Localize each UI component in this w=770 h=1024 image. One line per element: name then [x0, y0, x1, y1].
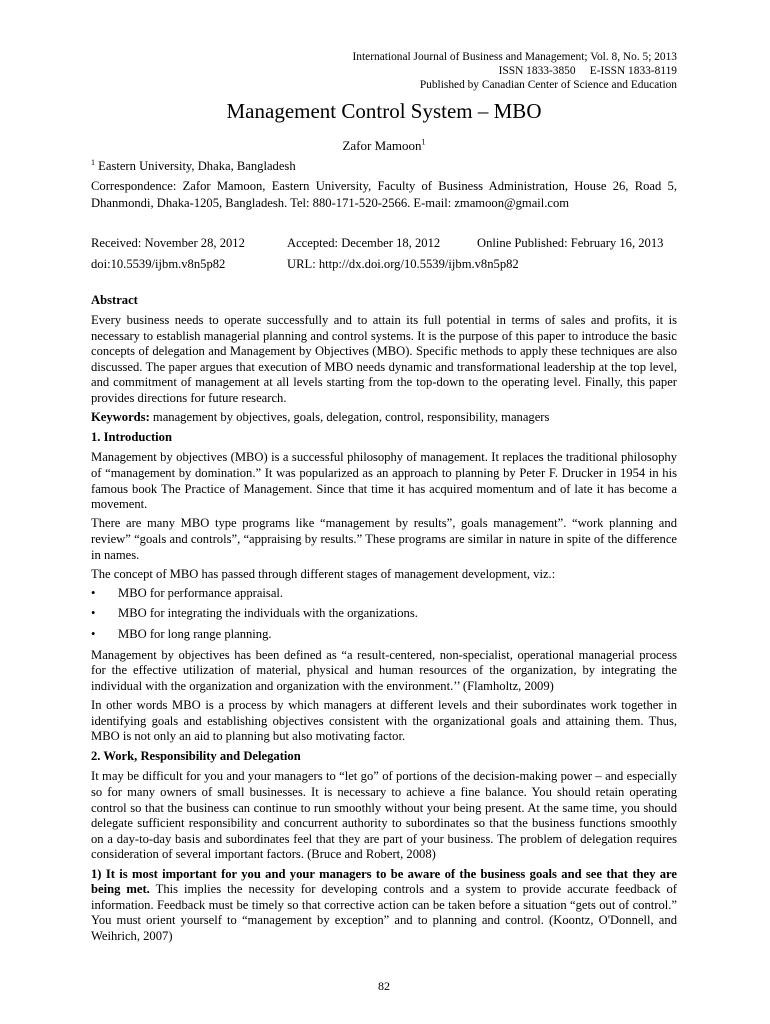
- bullet-icon: •: [91, 585, 96, 600]
- mbo-stages-list: [91, 586, 677, 643]
- intro-paragraph-3: The concept of MBO has passed through different stages of management development, viz.:: [91, 566, 556, 581]
- list-item-text: MBO for performance appraisal.: [118, 585, 284, 600]
- section2-paragraph-1: It may be difficult for you and your managers to “let go” of portions of the decision-making power – and especially so for many owners of small businesses. It is necessary to achieve a fine balance. You should retain operating control so that the business can continue to run smoothly without your being present. At the same time, you should delegate sufficient responsibility and concurrent authority to subordinates so that the business functions smoothly on a day-to-day basis and subordinates feel that they are part of your business. The problem of delegation requires consideration of several important factors. (Bruce and Robert, 2008): [91, 769, 677, 862]
- page-number: 82: [378, 979, 390, 993]
- received-date: Received: November 28, 2012: [91, 236, 245, 250]
- abstract-text: Every business needs to operate successfully and to attain its full potential in terms of sales and profits, it is necessary to establish managerial planning and control systems. It is the purpose of this paper to introduce the basic concepts of delegation and Management by Objectives (MBO). Specific methods to apply these techniques are also discussed. The paper argues that execution of MBO needs dynamic and transformational leadership at the top level, and commitment of management at all levels starting from the top-down to the operating level. Finally, this paper provides directions for future research.: [91, 313, 677, 405]
- doi: doi:10.5539/ijbm.v8n5p82: [91, 257, 226, 271]
- affiliation: [91, 158, 296, 174]
- journal-citation: International Journal of Business and Management; Vol. 8, No. 5; 2013: [352, 51, 677, 63]
- list-item-text: MBO for long range planning.: [118, 627, 272, 642]
- intro-paragraph-2: There are many MBO type programs like “management by results”, goals management”. “work planning and review” “goals and controls”, “appraising by results.” These programs are similar in nature in spite of the difference in names.: [91, 516, 677, 562]
- section2-heading: 2. Work, Responsibility and Delegation: [91, 749, 301, 764]
- author-line: [91, 138, 677, 154]
- list-item-text: MBO for integrating the individuals with the organizations.: [118, 606, 418, 621]
- intro-heading: 1. Introduction: [91, 430, 172, 445]
- list-item: [91, 586, 677, 602]
- journal-publisher: Published by Canadian Center of Science and Education: [419, 79, 677, 91]
- author-affiliation-mark: 1: [421, 137, 426, 147]
- paper-body: [91, 292, 677, 948]
- journal-issn: ISSN 1833-3850 E-ISSN 1833-8119: [498, 65, 677, 77]
- section2-point-1-text: This implies the necessity for developing controls and a system to provide accurate feedback of information. Feedback must be timely so that corrective action can be taken before a situation “gets out of control.” You must orient yourself to “management by exception” and to planning and control. (Koontz, O'Donnell, and Weihrich, 2007): [91, 882, 677, 943]
- bullet-icon: •: [91, 627, 96, 642]
- paper-title: Management Control System – MBO: [226, 99, 542, 123]
- intro-paragraph-5: In other words MBO is a process by which managers at different levels and their subordinates work together in identifying goals and establishing objectives consistent with the organizational goals and attaining them. Thus, MBO is not only an aid to planning but also motivating factor.: [91, 698, 677, 744]
- doi-url[interactable]: URL: http://dx.doi.org/10.5539/ijbm.v8n5p82: [287, 257, 519, 271]
- correspondence: Correspondence: Zafor Mamoon, Eastern University, Faculty of Business Administration, House 26, Road 5, Dhanmondi, Dhaka-1205, Bangladesh. Tel: 880-171-520-2566. E-mail: zmamoon@gmail.com: [91, 179, 677, 210]
- published-date: Online Published: February 16, 2013: [477, 236, 664, 250]
- keywords-label: Keywords:: [91, 410, 150, 425]
- accepted-date: Accepted: December 18, 2012: [287, 236, 441, 250]
- keywords-text: management by objectives, goals, delegation, control, responsibility, managers: [149, 410, 550, 425]
- bullet-icon: •: [91, 606, 96, 621]
- intro-paragraph-1: Management by objectives (MBO) is a successful philosophy of management. It replaces the traditional philosophy of “management by domination.” It was popularized as an approach to planning by Peter F. Drucker in 1954 in his famous book The Practice of Management. Since that time it has acquired momentum and of late it has become a movement.: [91, 450, 677, 512]
- intro-paragraph-4: Management by objectives has been defined as “a result-centered, non-specialist, operational managerial process for the effective utilization of material, physical and human resources of the organization, by integrating the individual with the organization and organization with the environment.’’ (Flamholtz, 2009): [91, 647, 677, 693]
- author-name: Zafor Mamoon: [342, 138, 422, 153]
- keywords: [91, 410, 677, 426]
- list-item: [91, 627, 677, 643]
- abstract-heading: Abstract: [91, 293, 138, 307]
- section2-paragraph-2: [91, 867, 677, 945]
- section2-point-1-bold: 1) It is most important for you and your managers to be aware of the business goals and see that they are being met.: [91, 866, 677, 897]
- list-item: [91, 606, 677, 622]
- affiliation-mark: 1: [91, 158, 95, 167]
- journal-header: [353, 50, 677, 92]
- affiliation-text: Eastern University, Dhaka, Bangladesh: [98, 159, 296, 174]
